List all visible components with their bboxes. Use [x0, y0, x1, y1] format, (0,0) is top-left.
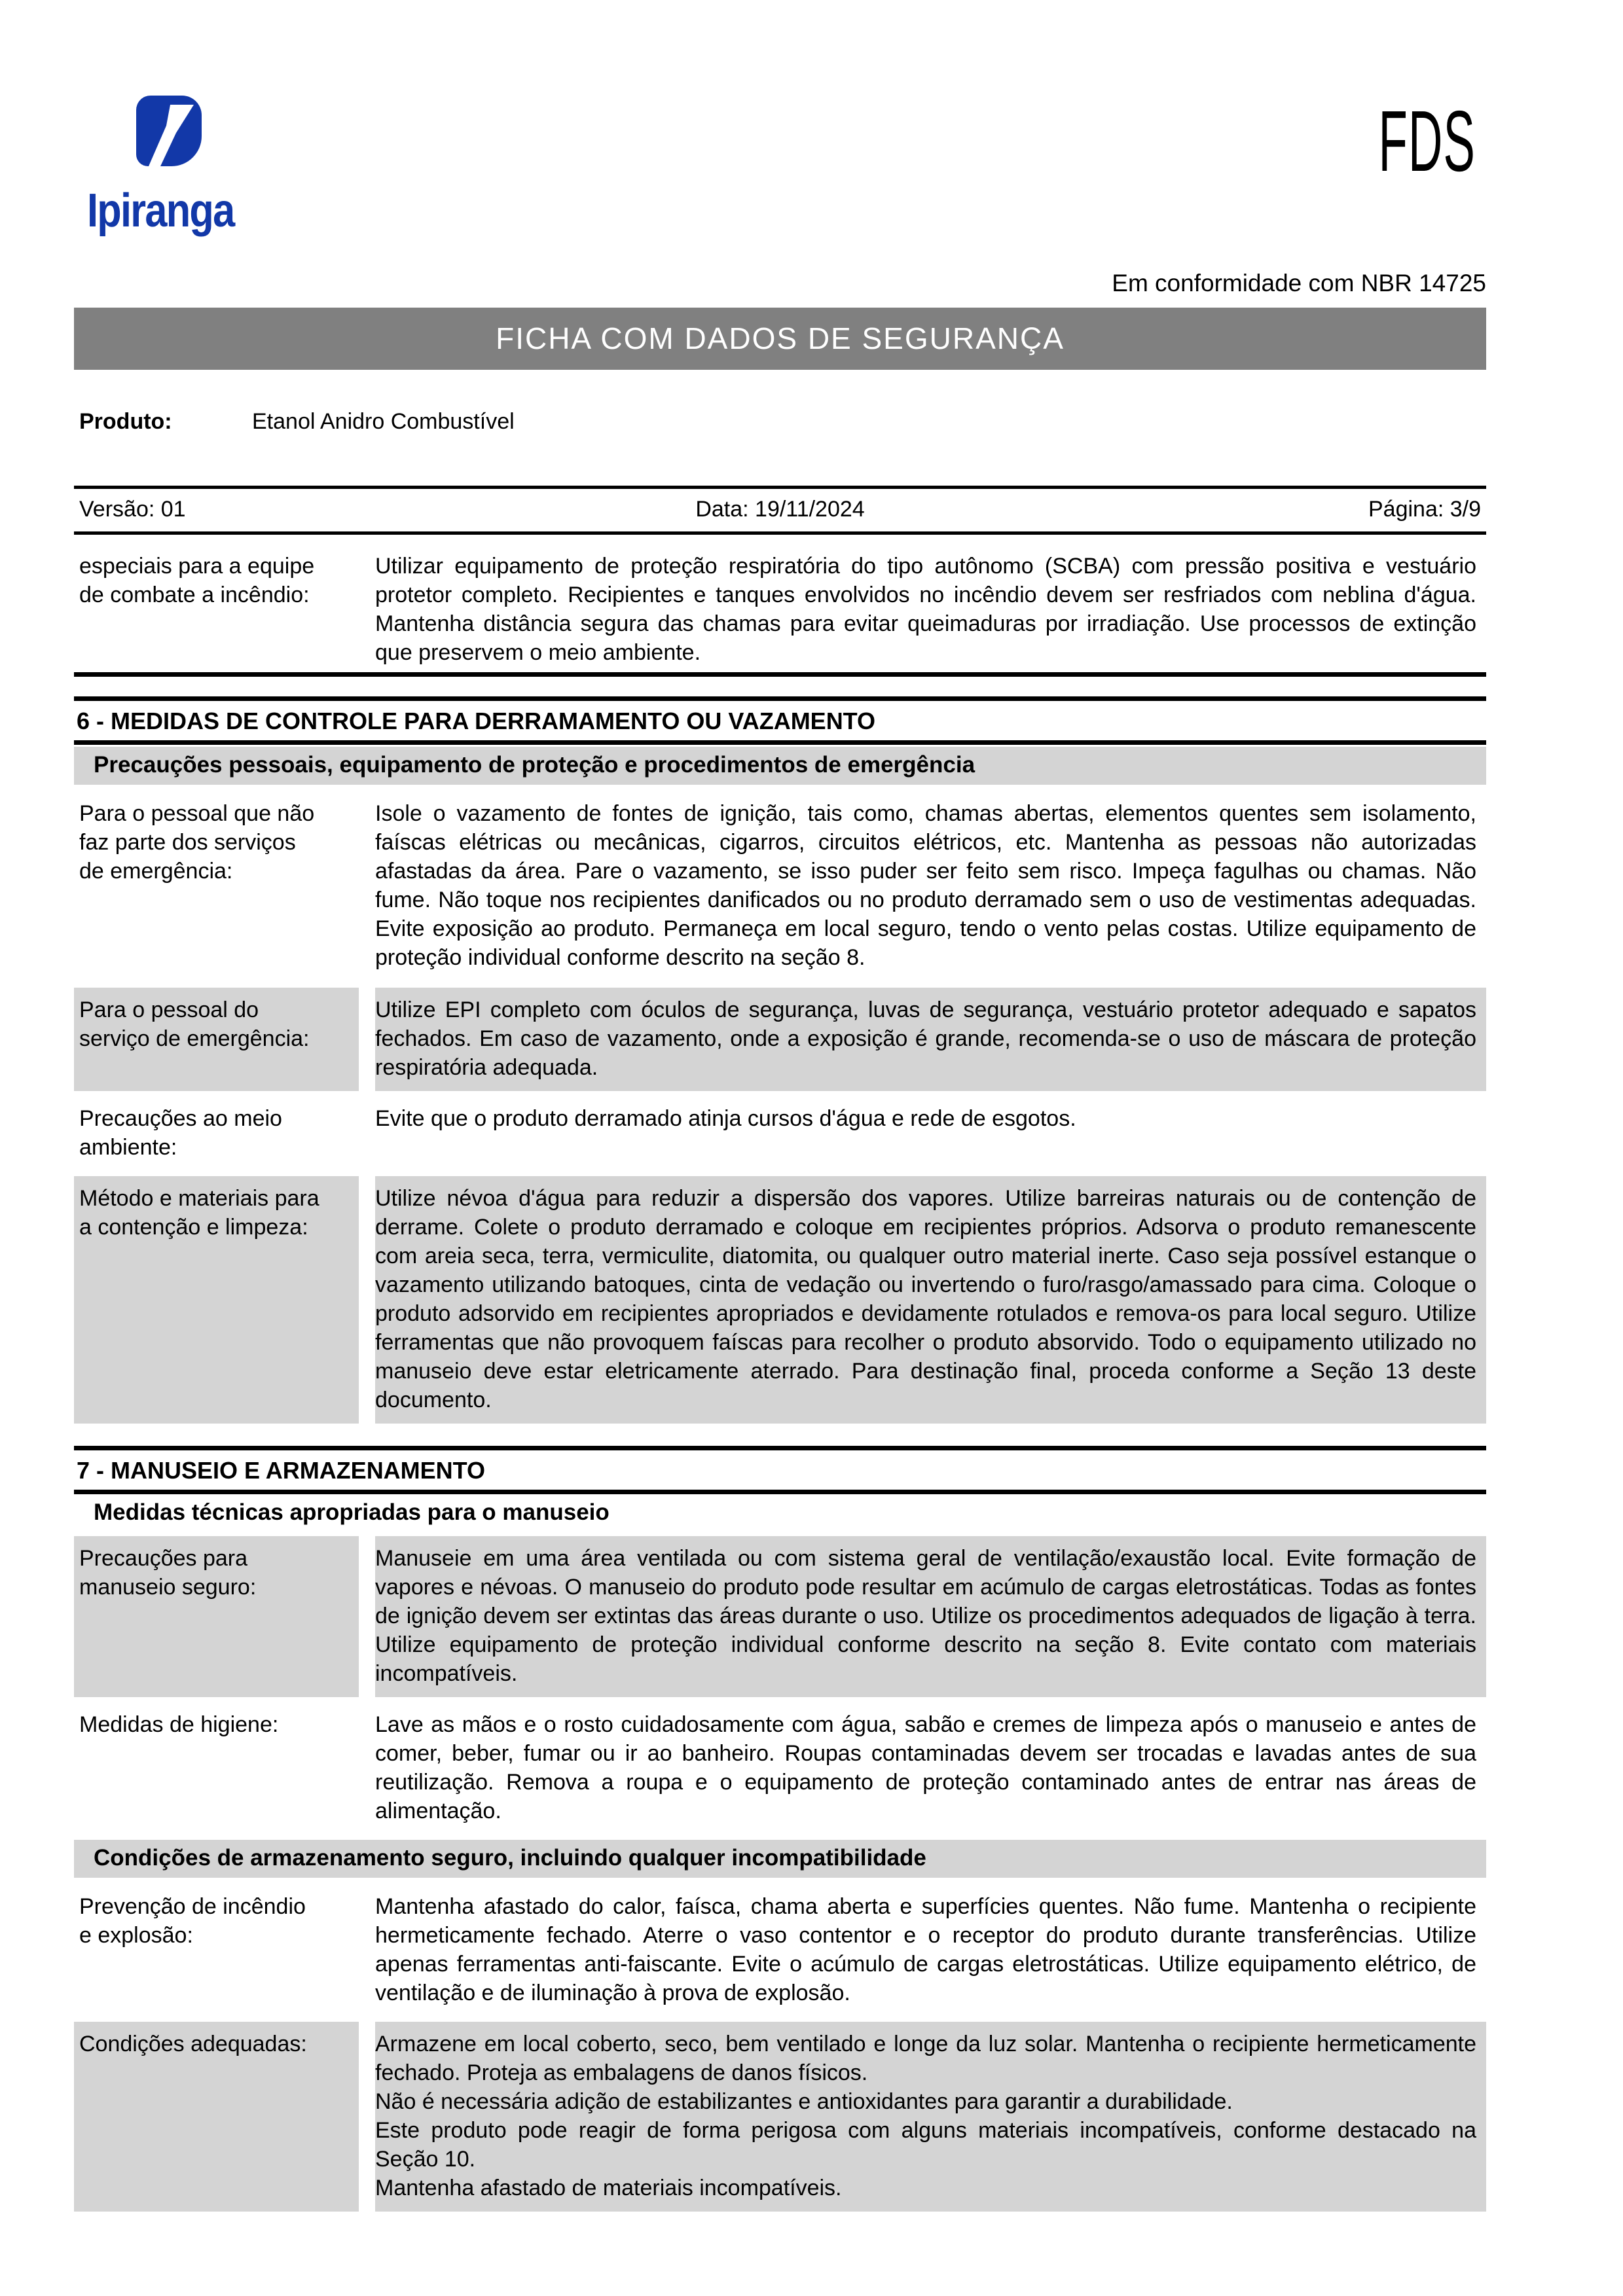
column-gutter	[359, 1702, 375, 1835]
row-body-text: Este produto pode reagir de forma perigosa com alguns materiais incompatíveis, conforme destacado na Seção 10.	[375, 2118, 1476, 2172]
row-label-text: Precauções para manuseio seguro:	[79, 1546, 257, 1600]
product-value: Etanol Anidro Combustível	[252, 409, 515, 434]
table-row-fire-team	[74, 548, 1486, 672]
row-label-text: Para o pessoal do serviço de emergência:	[79, 997, 310, 1051]
row-label	[74, 1176, 359, 1424]
section-6-title: 6 - MEDIDAS DE CONTROLE PARA DERRAMAMENTO OU VAZAMENTO	[74, 696, 1486, 745]
date-label: Data: 19/11/2024	[695, 497, 865, 522]
row-body-text: Utilize névoa d'água para reduzir a dispersão dos vapores. Utilize barreiras naturais ou de contenção de derrame. Colete o produto derramado e coloque em recipientes próprios. Adsorva o produto remanescente com areia seca, terra, vermiculite, diatomita, ou qualquer outro material inerte. Caso seja possível estanque o vazamento utilizando batoques, cinta de vedação ou invertendo o furo/rasgo/amassado para cima. Coloque o produto adsorvido em recipientes apropriados e devidamente rotulados e remova-os para local seguro. Utilize ferramentas que não provoquem faíscas para recolher o produto absorvido. Todo o equipamento utilizado no manuseio deve estar eletricamente aterrado. Para destinação final, proceda conforme a Seção 13 deste documento.	[375, 1186, 1476, 1412]
section-7-subheader-handling: Medidas técnicas apropriadas para o manuseio	[94, 1499, 610, 1525]
section-7-subheader-storage: Condições de armazenamento seguro, incluindo qualquer incompatibilidade	[74, 1840, 1486, 1878]
row-body	[375, 1536, 1486, 1697]
table-row-environment-precautions	[74, 1096, 1486, 1171]
product-label: Produto:	[79, 409, 172, 434]
table-row-adequate-conditions	[74, 2022, 1486, 2212]
row-label	[74, 791, 359, 981]
row-body-text: Mantenha afastado de materiais incompatíveis.	[375, 2176, 842, 2200]
row-label-text: Condições adequadas:	[79, 2032, 307, 2056]
doc-type-label: FDS	[1378, 93, 1476, 189]
row-label-text: Medidas de higiene:	[79, 1712, 279, 1737]
row-label	[74, 548, 359, 672]
column-gutter	[359, 791, 375, 981]
product-line	[74, 409, 1486, 435]
table-row-non-emergency-personnel	[74, 791, 1486, 981]
row-body-text: Não é necessária adição de estabilizantes e antioxidantes para garantir a durabilidade.	[375, 2089, 1233, 2114]
row-body	[375, 1176, 1486, 1424]
row-label	[74, 1884, 359, 2017]
row-label	[74, 2022, 359, 2212]
row-body-text: Evite que o produto derramado atinja cursos d'água e rede de esgotos.	[375, 1106, 1076, 1131]
row-body-text: Manuseie em uma área ventilada ou com sistema geral de ventilação/exaustão local. Evite formação de vapores e névoas. O manuseio do produto pode resultar em acúmulo de cargas eletrostáticas. Todas as fontes de ignição devem ser extintas das áreas durante o uso. Utilize os procedimentos adequados de ligação à terra. Utilize equipamento de proteção individual conforme descrito na seção 8. Evite contato com materiais incompatíveis.	[375, 1546, 1476, 1686]
section-7-title: 7 - MANUSEIO E ARMAZENAMENTO	[74, 1446, 1486, 1494]
row-body	[375, 988, 1486, 1091]
row-body	[375, 1702, 1486, 1835]
row-label	[74, 1536, 359, 1697]
horizontal-rule	[74, 672, 1486, 677]
column-gutter	[359, 1176, 375, 1424]
table-row-fire-explosion-prevention	[74, 1884, 1486, 2017]
column-gutter	[359, 1536, 375, 1697]
row-body-text: Lave as mãos e o rosto cuidadosamente com água, sabão e cremes de limpeza após o manuseio e antes de comer, beber, fumar ou ir ao banheiro. Roupas contaminadas devem ser trocadas e lavadas antes de sua reutilização. Remova a roupa e o equipamento de proteção contaminado antes de entrar nas áreas de alimentação.	[375, 1712, 1476, 1823]
row-body	[375, 1096, 1486, 1171]
section-6-subheader: Precauções pessoais, equipamento de proteção e procedimentos de emergência	[74, 747, 1486, 785]
table-row-emergency-personnel	[74, 988, 1486, 1091]
row-body-text: Utilizar equipamento de proteção respiratória do tipo autônomo (SCBA) com pressão positiva e vestuário protetor completo. Recipientes e tanques envolvidos no incêndio devem ser resfriados com neblina d'água. Mantenha distância segura das chamas para evitar queimaduras por irradiação. Use processos de extinção que preservem o meio ambiente.	[375, 554, 1476, 665]
table-row-containment-cleaning	[74, 1176, 1486, 1424]
ipiranga-wordmark: Ipiranga	[87, 185, 234, 237]
compliance-note: Em conformidade com NBR 14725	[1112, 270, 1486, 296]
row-label-text: Para o pessoal que não faz parte dos serviços de emergência:	[79, 801, 315, 884]
table-row-safe-handling	[74, 1536, 1486, 1697]
row-label	[74, 1702, 359, 1835]
table-row-hygiene-measures	[74, 1702, 1486, 1835]
title-banner: FICHA COM DADOS DE SEGURANÇA	[74, 308, 1486, 370]
column-gutter	[359, 548, 375, 672]
row-body-text: Isole o vazamento de fontes de ignição, tais como, chamas abertas, elementos quentes sem isolamento, faíscas elétricas ou mecânicas, cigarros, circuitos elétricos, etc. Mantenha as pessoas não autorizadas afastadas da área. Pare o vazamento, se isso puder ser feito sem risco. Impeça fagulhas ou chamas. Não fume. Não toque nos recipientes danificados ou no produto derramado sem o uso de vestimentas adequadas. Evite exposição ao produto. Permaneça em local seguro, tendo o vento pelas costas. Utilize equipamento de proteção individual conforme descrito na seção 8.	[375, 801, 1476, 970]
column-gutter	[359, 2022, 375, 2212]
row-label-text: Método e materiais para a contenção e limpeza:	[79, 1186, 319, 1240]
row-body	[375, 1884, 1486, 2017]
document-header	[0, 0, 1623, 308]
column-gutter	[359, 1096, 375, 1171]
version-label: Versão: 01	[79, 497, 186, 522]
row-body	[375, 2022, 1486, 2212]
row-label-text: Prevenção de incêndio e explosão:	[79, 1894, 306, 1948]
column-gutter	[359, 988, 375, 1091]
column-gutter	[359, 1884, 375, 2017]
page-number: Página: 3/9	[1368, 497, 1482, 522]
version-strip	[74, 486, 1486, 535]
row-label	[74, 1096, 359, 1171]
row-label-text: especiais para a equipe de combate a incêndio:	[79, 554, 315, 607]
row-body	[375, 548, 1486, 672]
ipiranga-logo-icon	[136, 95, 202, 168]
row-body-text: Armazene em local coberto, seco, bem ventilado e longe da luz solar. Mantenha o recipiente hermeticamente fechado. Proteja as embalagens de danos físicos.	[375, 2032, 1476, 2085]
row-body	[375, 791, 1486, 981]
row-label-text: Precauções ao meio ambiente:	[79, 1106, 282, 1160]
row-label	[74, 988, 359, 1091]
row-body-text: Mantenha afastado do calor, faísca, chama aberta e superfícies quentes. Não fume. Mantenha o recipiente hermeticamente fechado. Aterre o vaso contentor e o receptor do produto durante transferências. Utilize apenas ferramentas anti-faiscante. Evite o acúmulo de cargas eletrostáticas. Utilize equipamento elétrico, de ventilação e de iluminação à prova de explosão.	[375, 1894, 1476, 2005]
row-body-text: Utilize EPI completo com óculos de segurança, luvas de segurança, vestuário protetor adequado e sapatos fechados. Em caso de vazamento, onde a exposição é grande, recomenda-se o uso de máscara de proteção respiratória adequada.	[375, 997, 1476, 1080]
